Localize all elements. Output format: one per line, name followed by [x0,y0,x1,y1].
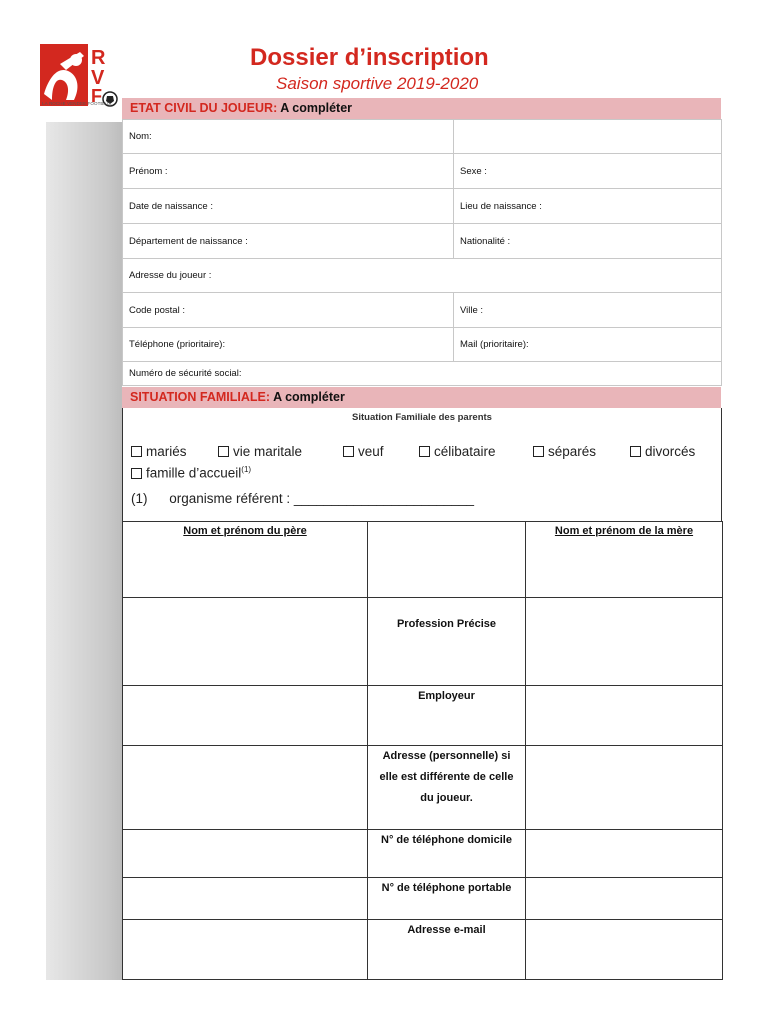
option-divorces[interactable]: divorcés [630,444,695,459]
svg-text:V: V [91,67,105,89]
father-tel-domicile-cell[interactable] [123,830,368,878]
field-nationalite[interactable]: Nationalité : [454,224,722,259]
row-label-employeur: Employeur [368,686,526,746]
father-header: Nom et prénom du père [123,522,368,598]
row-label-adresse: Adresse (personnelle) si elle est différente de celle du joueur. [368,746,526,830]
father-profession-cell[interactable] [123,598,368,686]
mother-adresse-cell[interactable] [526,746,723,830]
option-vie-maritale[interactable]: vie maritale [218,444,302,459]
checkbox-icon [419,446,430,457]
checkbox-icon [630,446,641,457]
field-ville[interactable]: Ville : [454,293,722,328]
field-mail[interactable]: Mail (prioritaire): [454,328,722,362]
option-veuf[interactable]: veuf [343,444,384,459]
option-separes[interactable]: séparés [533,444,596,459]
checkbox-icon [131,468,142,479]
field-departement[interactable]: Département de naissance : [123,224,454,259]
field-securite-sociale[interactable]: Numéro de sécurité social: [123,362,722,386]
etat-civil-heading: ETAT CIVIL DU JOUEUR: A compléter [122,98,721,119]
header-middle-cell [368,522,526,598]
row-label-tel-domicile: N° de téléphone domicile [368,830,526,878]
svg-text:R: R [91,47,106,69]
svg-text:F: F [91,86,102,106]
field-sexe[interactable]: Sexe : [454,154,722,189]
father-employeur-cell[interactable] [123,686,368,746]
checkbox-icon [131,446,142,457]
page-title: Dossier d’inscription [250,44,489,71]
mother-tel-portable-cell[interactable] [526,878,723,920]
organisme-input[interactable]: ________________________ [293,491,475,506]
field-adresse[interactable]: Adresse du joueur : [123,259,722,293]
checkbox-icon [218,446,229,457]
father-tel-portable-cell[interactable] [123,878,368,920]
mother-profession-cell[interactable] [526,598,723,686]
mother-tel-domicile-cell[interactable] [526,830,723,878]
father-email-cell[interactable] [123,920,368,980]
row-label-profession: Profession Précise [368,598,526,686]
field-date-naissance[interactable]: Date de naissance : [123,189,454,224]
situation-heading: SITUATION FAMILIALE: A compléter [122,387,721,408]
row-label-tel-portable: N° de téléphone portable [368,878,526,920]
field-prenom[interactable]: Prénom : [123,154,454,189]
field-telephone[interactable]: Téléphone (prioritaire): [123,328,454,362]
situation-box [122,408,722,522]
mother-employeur-cell[interactable] [526,686,723,746]
field-code-postal[interactable]: Code postal : [123,293,454,328]
option-celibataire[interactable]: célibataire [419,444,496,459]
checkbox-icon [343,446,354,457]
situation-subheading: Situation Familiale des parents [352,412,492,423]
field-nom-extra[interactable] [454,120,722,154]
field-nom[interactable]: Nom: [123,120,454,154]
page-subtitle: Saison sportive 2019-2020 [276,74,479,93]
logo-caption: LA ROCHE VENDEE FOOTBALL [42,101,112,106]
etat-civil-table [122,119,722,386]
mother-email-cell[interactable] [526,920,723,980]
father-adresse-cell[interactable] [123,746,368,830]
row-label-email: Adresse e-mail [368,920,526,980]
option-maries[interactable]: mariés [131,444,187,459]
field-lieu-naissance[interactable]: Lieu de naissance : [454,189,722,224]
side-shading-bar [46,122,122,980]
option-famille-accueil[interactable]: famille d’accueil$^{(1)}$ [131,465,251,481]
checkbox-icon [533,446,544,457]
mother-header: Nom et prénom de la mère [526,522,723,598]
parents-table [122,521,723,980]
organisme-line: (1) organisme référent : ________________________ [131,491,475,506]
